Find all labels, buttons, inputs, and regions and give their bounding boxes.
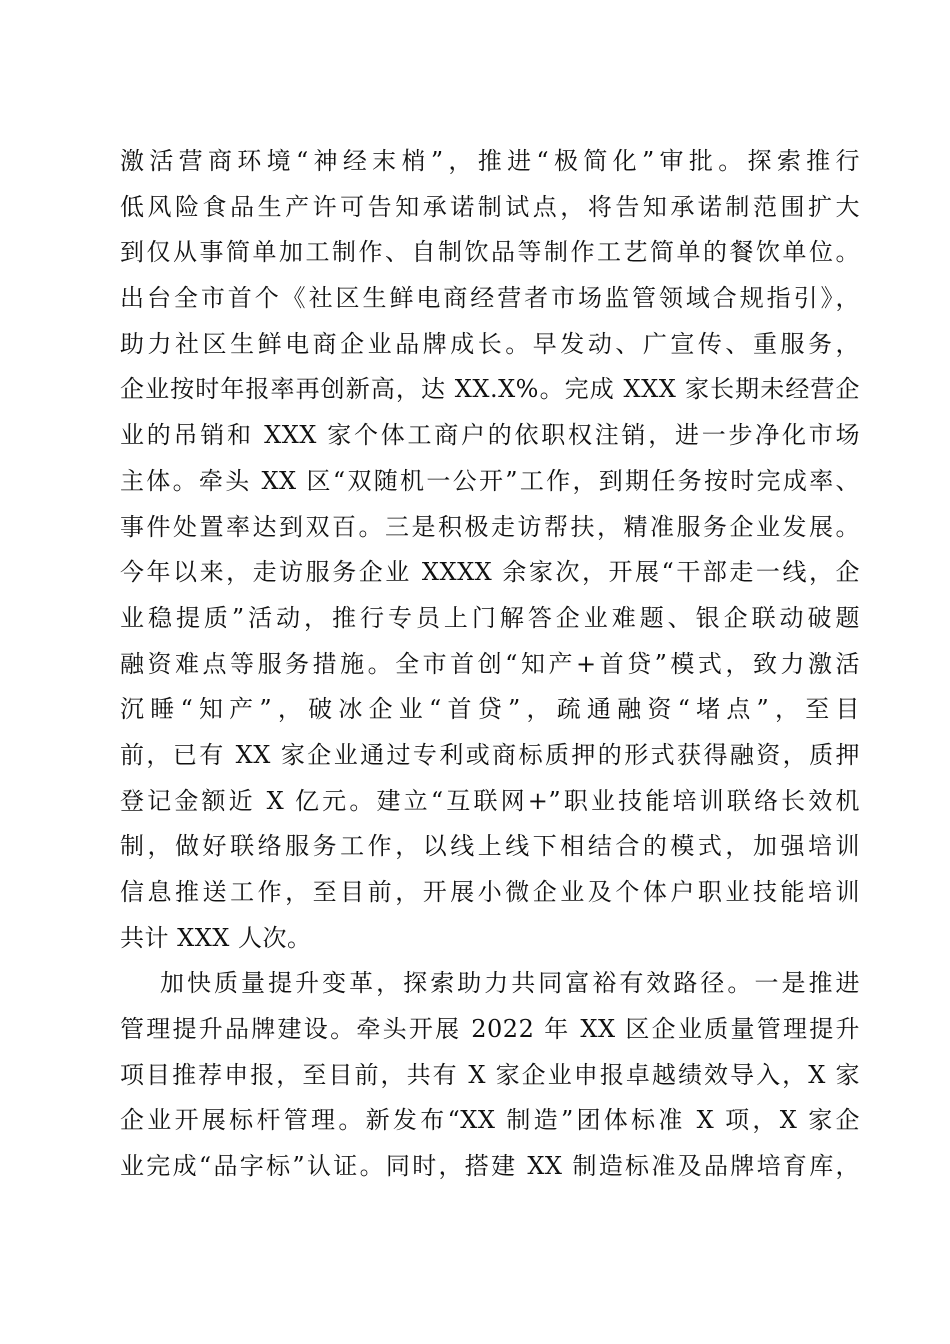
text-line: 信息推送工作，至目前，开展小微企业及个体户职业技能培训	[120, 878, 860, 906]
text-line: 业完成“品字标”认证。同时，搭建 XX 制造标准及品牌培育库，	[120, 1152, 860, 1181]
text-line: 主体。牵头 XX 区“双随机一公开”工作，到期任务按时完成率、	[120, 466, 860, 495]
text-line: 今年以来，走访服务企业 XXXX 余家次，开展“干部走一线，企	[120, 558, 860, 587]
text-line: 加快质量提升变革，探索助力共同富裕有效路径。一是推进	[160, 969, 860, 998]
text-line: 助力社区生鲜电商企业品牌成长。早发动、广宣传、重服务，	[120, 329, 860, 358]
text-line: 业的吊销和 XXX 家个体工商户的依职权注销，进一步净化市场	[120, 421, 860, 450]
text-line: 出台全市首个《社区生鲜电商经营者市场监管领域合规指引》，	[120, 284, 860, 313]
text-line: 项目推荐申报，至目前，共有 X 家企业申报卓越绩效导入，X 家	[120, 1060, 860, 1089]
text-line: 融资难点等服务措施。全市首创“知产+首贷”模式，致力激活	[120, 649, 860, 678]
text-line: 前，已有 XX 家企业通过专利或商标质押的形式获得融资，质押	[120, 740, 860, 769]
text-line: 沉睡“知产”，破冰企业“首贷”，疏通融资“堵点”，至目	[120, 695, 860, 724]
text-line: 到仅从事简单加工制作、自制饮品等制作工艺简单的餐饮单位。	[120, 238, 860, 267]
document-body	[120, 139, 860, 1190]
text-line: 共计 XXX 人次。	[120, 923, 312, 952]
text-line: 企业开展标杆管理。新发布“XX 制造”团体标准 X 项，X 家企	[120, 1106, 860, 1135]
text-line: 激活营商环境“神经末梢”，推进“极简化”审批。探索推行	[120, 147, 860, 175]
text-line: 企业按时年报率再创新高，达 XX.X%。完成 XXX 家长期未经营企	[120, 375, 860, 404]
text-line: 事件处置率达到双百。三是积极走访帮扶，精准服务企业发展。	[120, 512, 860, 541]
text-line: 登记金额近 X 亿元。建立“互联网+”职业技能培训联络长效机	[120, 786, 860, 815]
text-line: 业稳提质”活动，推行专员上门解答企业难题、银企联动破题	[120, 603, 860, 632]
text-line: 管理提升品牌建设。牵头开展 2022 年 XX 区企业质量管理提升	[120, 1015, 860, 1044]
text-line: 低风险食品生产许可告知承诺制试点，将告知承诺制范围扩大	[120, 192, 860, 221]
text-line: 制，做好联络服务工作，以线上线下相结合的模式，加强培训	[120, 832, 860, 861]
